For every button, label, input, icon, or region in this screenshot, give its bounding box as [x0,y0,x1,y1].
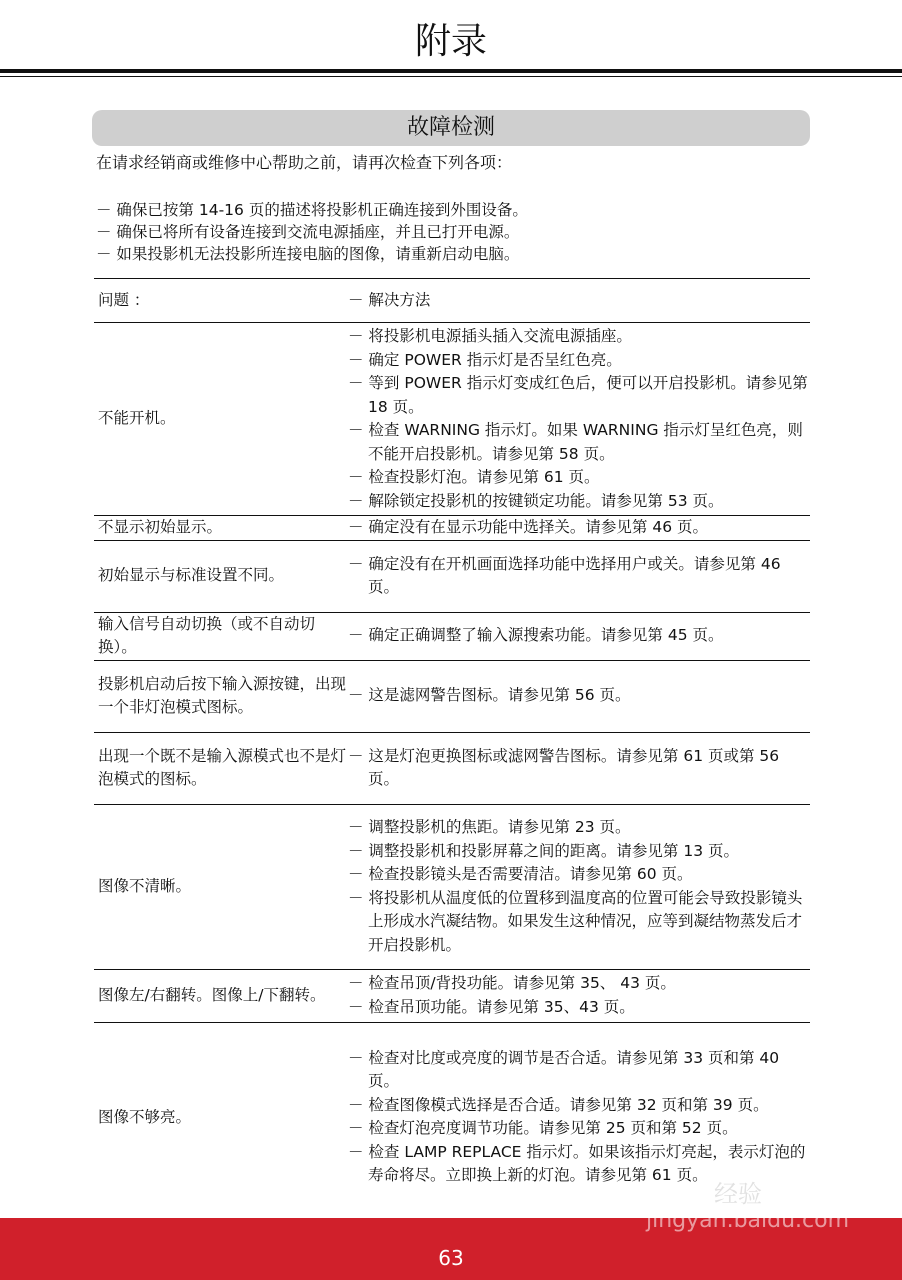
solution-item: － 确定没有在开机画面选择功能中选择用户或关。请参见第 46 页。 [348,554,781,596]
page-title: 附录 [414,21,487,62]
pre-check-item: － 确保已将所有设备连接到交流电源插座，并且已打开电源。 [96,223,520,241]
solution-item: － 调整投影机的焦距。请参见第 23 页。 [348,818,631,836]
solution-cell [348,732,810,804]
problem-cell: 不能开机。 [94,323,348,516]
solution-cell [348,540,810,612]
problem-cell: 投影机启动后按下输入源按键，出现一个非灯泡模式图标。 [94,660,348,732]
problem-cell: 不显示初始显示。 [94,516,348,541]
solution-item: － 检查灯泡亮度调节功能。请参见第 25 页和第 52 页。 [348,1119,738,1138]
problem-cell: 初始显示与标准设置不同。 [94,540,348,612]
table-row [94,660,810,732]
table-row [94,804,810,969]
problem-cell [94,969,348,1022]
solution-cell [348,516,810,541]
solution-cell [348,660,810,732]
solution-item: － 解除锁定投影机的按键锁定功能。请参见第 53 页。 [348,491,724,510]
problem-cell: 出现一个既不是输入源模式也不是灯泡模式的图标。 [94,732,348,804]
table-header-row [94,279,810,323]
problem-cell: 图像不够亮。 [94,1022,348,1212]
solution-item: － 这是滤网警告图标。请参见第 56 页。 [348,686,631,705]
problem-cell: 图像不清晰。 [94,804,348,969]
solution-cell [348,969,810,1022]
solution-cell [348,323,810,516]
solution-item: － 这是灯泡更换图标或滤网警告图标。请参见第 61 页或第 56 页。 [348,746,780,788]
header-solution: － 解决方法 [348,279,810,323]
solution-item: － 将投影机电源插头插入交流电源插座。 [348,327,632,345]
solution-item: － 检查 LAMP REPLACE 指示灯。如果该指示灯亮起，表示灯泡的寿命将尽。立即换上新的灯泡。请参见第 61 页。 [348,1142,806,1185]
watermark-domain: jingyan.baidu.com [646,1208,850,1233]
solution-item: － 检查吊顶功能。请参见第 35、43 页。 [348,997,635,1016]
pre-check-item: － 如果投影机无法投影所连接电脑的图像，请重新启动电脑。 [96,245,520,263]
table-row [94,612,810,660]
solution-item: － 确定没有在显示功能中选择关。请参见第 46 页。 [348,518,709,536]
table-row [94,516,810,541]
solution-cell [348,804,810,969]
section-title-bar: 故障检测 [92,110,810,146]
table-row [94,732,810,804]
page-number: 63 [438,1246,464,1270]
title-rule-thin [0,76,902,77]
table-row [94,540,810,612]
title-rule-thick [0,69,902,73]
solution-item: － 检查投影镜头是否需要清洁。请参见第 60 页。 [348,865,693,883]
solution-item: － 检查吊顶/背投功能。请参见第 35、 43 页。 [348,974,676,992]
pre-check-item: － 确保已按第 14-16 页的描述将投影机正确连接到外围设备。 [96,201,528,219]
solution-item: － 检查对比度或亮度的调节是否合适。请参见第 33 页和第 40 页。 [348,1048,780,1091]
watermark-brand: 经验 [714,1180,762,1208]
solution-item: － 检查 WARNING 指示灯。如果 WARNING 指示灯呈红色亮，则不能开启投影机。请参见第 58 页。 [348,421,803,463]
solution-item: － 检查图像模式选择是否合适。请参见第 32 页和第 39 页。 [348,1095,769,1114]
pre-check-list [96,199,528,265]
watermark [640,1160,890,1250]
table-row [94,323,810,516]
solution-item: － 等到 POWER 指示灯变成红色后，便可以开启投影机。请参见第 18 页。 [348,374,808,416]
solution-item: － 检查投影灯泡。请参见第 61 页。 [348,468,600,486]
solution-item: － 确定 POWER 指示灯是否呈红色亮。 [348,350,622,369]
table-row [94,969,810,1022]
intro-text: 在请求经销商或维修中心帮助之前，请再次检查下列各项： [96,153,513,172]
problem-cell: 输入信号自动切换（或不自动切换）。 [94,612,348,660]
problem-text: 图像左/右翻转。图像上/下翻转。 [98,985,326,1004]
solution-cell [348,612,810,660]
header-problem: 问题 ： [94,279,348,323]
solution-item: － 确定正确调整了输入源搜索功能。请参见第 45 页。 [348,626,724,645]
troubleshooting-table [94,278,810,1212]
solution-item: － 将投影机从温度低的位置移到温度高的位置可能会导致投影镜头上形成水汽凝结物。如果发生这种情况，应等到凝结物蒸发后才开启投影机。 [348,888,803,954]
solution-item: － 调整投影机和投影屏幕之间的距离。请参见第 13 页。 [348,841,740,860]
